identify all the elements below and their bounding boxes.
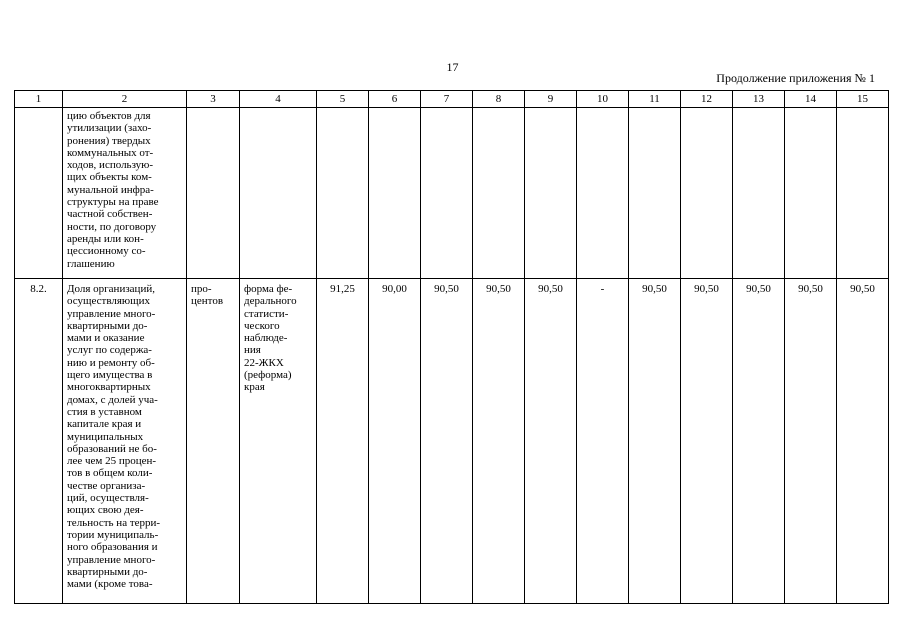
column-header: 3 — [187, 91, 240, 108]
appendix-continuation-label: Продолжение приложения № 1 — [716, 71, 875, 85]
value-cell: - — [577, 279, 629, 604]
cell — [421, 108, 473, 279]
cell — [785, 108, 837, 279]
column-header: 10 — [577, 91, 629, 108]
column-header: 8 — [473, 91, 525, 108]
indicator-name-cell: Доля организаций, осуществляющих управление много- квартирными до- мами и оказание услуг по содержа- нию и ремонту об- щего имущества в многоквартирных домах, с долей уча- стия в уставном капитале края и муниципальных образований не бо- лее чем 25 процен- тов в общем коли- честве организа- ций, осуществля- ющих свою дея- тельность на терри- тории муниципаль- ного образования и управление много- квартирными до- мами (кроме това- — [63, 279, 187, 604]
value-cell: 90,50 — [785, 279, 837, 604]
column-header: 5 — [317, 91, 369, 108]
table-row-8-2 — [15, 279, 889, 604]
cell — [681, 108, 733, 279]
value-cell: 90,50 — [733, 279, 785, 604]
column-header: 12 — [681, 91, 733, 108]
cell — [733, 108, 785, 279]
column-header: 14 — [785, 91, 837, 108]
cell — [577, 108, 629, 279]
value-cell: 90,50 — [681, 279, 733, 604]
column-header: 4 — [240, 91, 317, 108]
cell — [317, 108, 369, 279]
column-header: 1 — [15, 91, 63, 108]
source-cell: форма фе- дерального статисти- ческого наблюде- ния 22-ЖКХ (реформа) края — [240, 279, 317, 604]
indicators-table — [14, 90, 889, 604]
column-header: 7 — [421, 91, 473, 108]
column-header: 13 — [733, 91, 785, 108]
table-header-row — [15, 91, 889, 108]
column-header: 11 — [629, 91, 681, 108]
cell — [837, 108, 889, 279]
column-header: 15 — [837, 91, 889, 108]
cell — [15, 108, 63, 279]
column-header: 2 — [63, 91, 187, 108]
column-header: 6 — [369, 91, 421, 108]
value-cell: 90,50 — [525, 279, 577, 604]
row-number-cell: 8.2. — [15, 279, 63, 604]
unit-cell: про- центов — [187, 279, 240, 604]
cell — [240, 108, 317, 279]
indicator-name-cell: цию объектов для утилизации (захо- ронения) твердых коммунальных от- ходов, использую- щих объекты ком- мунальной инфра- структуры на праве частной собствен- ности, по договору аренды или кон- цессионному со- глашению — [63, 108, 187, 279]
value-cell: 90,50 — [837, 279, 889, 604]
value-cell: 90,50 — [473, 279, 525, 604]
value-cell: 91,25 — [317, 279, 369, 604]
value-cell: 90,50 — [629, 279, 681, 604]
table-row-continued — [15, 108, 889, 279]
cell — [369, 108, 421, 279]
cell — [473, 108, 525, 279]
column-header: 9 — [525, 91, 577, 108]
value-cell: 90,00 — [369, 279, 421, 604]
cell — [525, 108, 577, 279]
page-number: 17 — [446, 60, 459, 74]
cell — [187, 108, 240, 279]
value-cell: 90,50 — [421, 279, 473, 604]
cell — [629, 108, 681, 279]
